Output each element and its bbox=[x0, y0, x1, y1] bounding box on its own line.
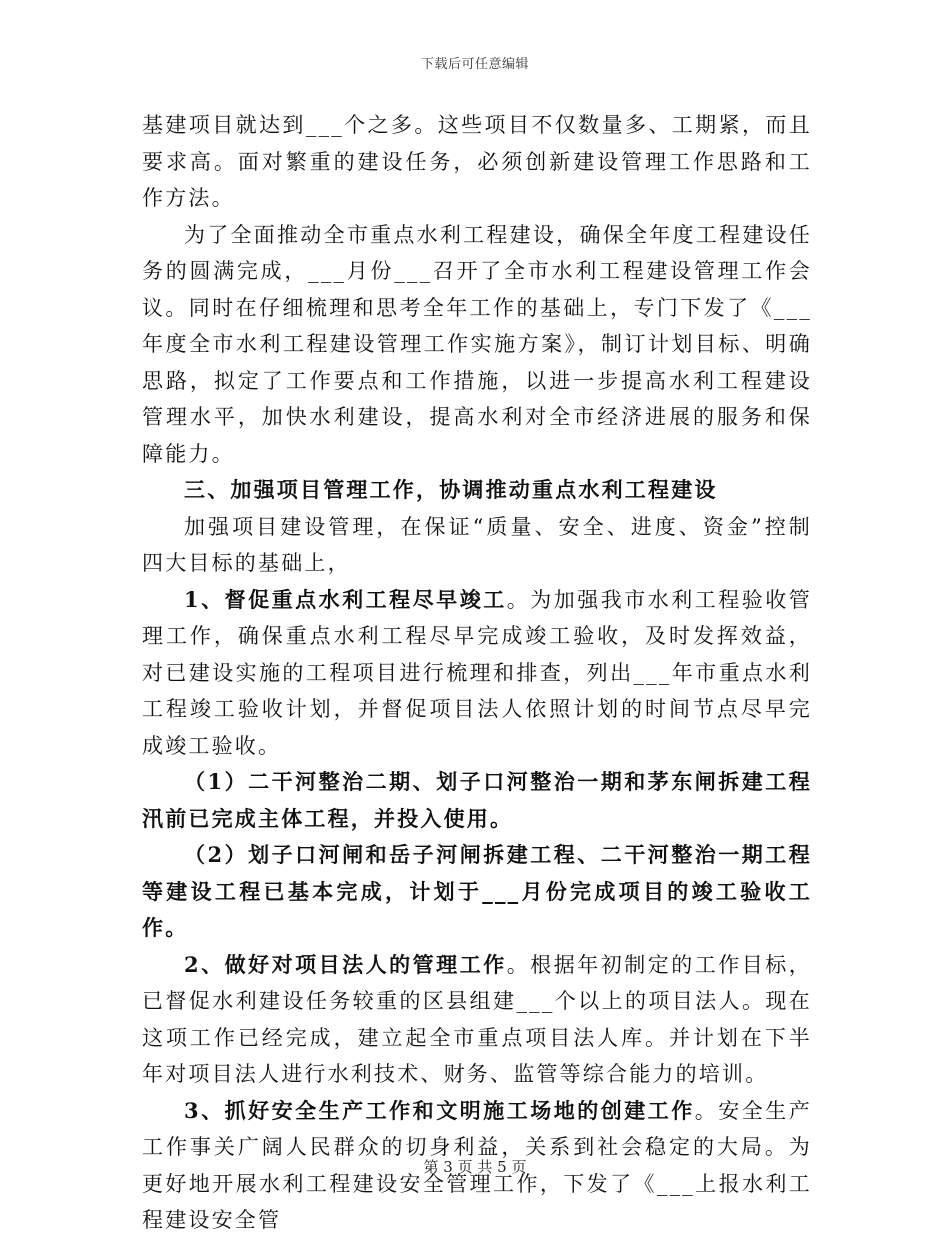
paragraph-continuation: 基建项目就达到___个之多。这些项目不仅数量多、工期紧，而且要求高。面对繁重的建设任务，必须创新建设管理工作思路和工作方法。 bbox=[142, 113, 812, 210]
list-item-1-lead: 1、督促重点水利工程尽早竣工 bbox=[184, 586, 507, 612]
page-number-footer: 第 3 页 共 5 页 bbox=[423, 1158, 527, 1176]
list-item-1 bbox=[142, 582, 812, 765]
sub-item-1: （1）二干河整治二期、划子口河整治一期和茅东闸拆建工程汛前已完成主体工程，并投入使用。 bbox=[142, 769, 812, 831]
list-item-1-body: 。为加强我市水利工程验收管理工作，确保重点水利工程尽早完成竣工验收，及时发挥效益，对已建设实施的工程项目进行梳理和排查，列出___年市重点水利工程竣工验收计划，并督促项目法人依照计划的时间节点尽早完成竣工验收。 bbox=[142, 587, 812, 758]
list-item-3-body: 。安全生产工作事关广阔人民群众的切身利益，关系到社会稳定的大局。为更好地开展水利工程建设安全管理工作，下发了《___上报水利工程建设安全管 bbox=[142, 1098, 813, 1232]
list-item-3-lead: 3、抓好安全生产工作和文明施工场地的创建工作 bbox=[184, 1097, 695, 1123]
document-body bbox=[142, 107, 812, 1239]
page-header: 下载后可任意编辑 bbox=[420, 57, 529, 72]
list-item-2-lead: 2、做好对项目法人的管理工作 bbox=[184, 951, 507, 977]
paragraph-plan: 为了全面推动全市重点水利工程建设，确保全年度工程建设任务的圆满完成，___月份___召开了全市水利工程建设管理工作会议。同时在仔细梳理和思考全年工作的基础上，专门下发了《___年度全市水利工程建设管理工作实施方案》，制订计划目标、明确思路，拟定了工作要点和工作措施，以进一步提高水利工程建设管理水平，加快水利建设，提高水利对全市经济进展的服务和保障能力。 bbox=[142, 222, 812, 466]
section-heading-3: 三、加强项目管理工作，协调推动重点水利工程建设 bbox=[184, 477, 718, 502]
paragraph-project-management: 加强项目建设管理，在保证“质量、安全、进度、资金”控制四大目标的基础上， bbox=[142, 514, 812, 575]
sub-item-2: （2）划子口河闸和岳子河闸拆建工程、二干河整治一期工程等建设工程已基本完成，计划于___月份完成项目的竣工验收工作。 bbox=[142, 842, 812, 940]
list-item-2 bbox=[142, 947, 812, 1093]
list-item-2-body: 。根据年初制定的工作目标，已督促水利建设任务较重的区县组建___个以上的项目法人。现在这项工作已经完成，建立起全市重点项目法人库。并计划在下半年对项目法人进行水利技术、财务、监管等综合能力的培训。 bbox=[142, 952, 812, 1086]
